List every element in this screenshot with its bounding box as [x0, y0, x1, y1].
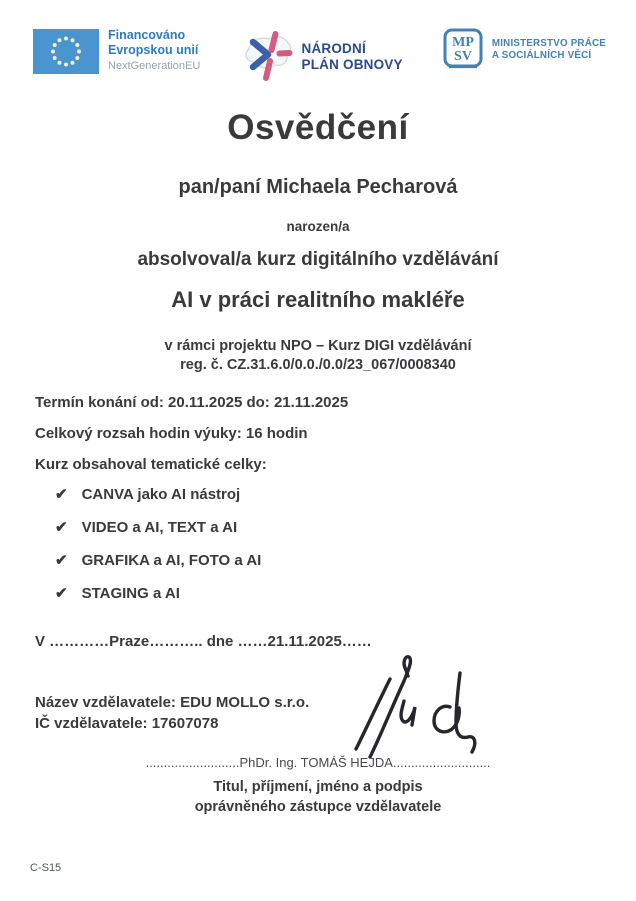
mpsv-logo	[443, 28, 606, 70]
mpsv-abbr-top: MP	[452, 35, 474, 50]
checkmark-icon: ✔	[55, 519, 68, 536]
mpsv-abbr-bottom: SV	[453, 49, 472, 64]
npo-line1: NÁRODNÍ	[301, 41, 366, 56]
course-title: AI v práci realitního makléře	[171, 287, 465, 312]
completed-line: absolvoval/a kurz digitálního vzdělávání	[137, 249, 499, 270]
mpsv-line2: A SOCIÁLNÍCH VĚCÍ	[491, 50, 592, 61]
provider-name: Název vzdělavatele: EDU MOLLO s.r.o.	[35, 694, 310, 711]
provider-block	[35, 692, 309, 734]
topics-label: Kurz obsahoval tematické celky:	[35, 456, 267, 473]
provider-id: IČ vzdělavatele: 17607078	[35, 715, 219, 732]
npo-line2: PLÁN OBNOVY	[301, 57, 403, 72]
recipient-name: pan/paní Michaela Pecharová	[178, 176, 458, 198]
topic-label: GRAFIKA a AI, FOTO a AI	[81, 552, 262, 569]
npo-symbol-icon	[241, 28, 293, 84]
project-info	[0, 337, 636, 374]
eu-flag-icon	[33, 29, 99, 74]
mpsv-text	[492, 38, 606, 62]
eu-funding-line2: Evropskou unií	[108, 43, 199, 57]
checkmark-icon: ✔	[55, 585, 68, 602]
signatory-line: ..........................PhDr. Ing. TOMÁŠ HEJDA...........................	[145, 755, 491, 770]
project-reg-number: reg. č. CZ.31.6.0/0.0./0.0/23_067/0008340	[180, 356, 456, 373]
project-line1: v rámci projektu NPO – Kurz DIGI vzdělávání	[164, 338, 472, 354]
eu-funding-line3: NextGenerationEU	[108, 60, 201, 72]
eu-funding-logo	[33, 28, 200, 74]
certificate-title: Osvědčení	[227, 108, 409, 147]
topic-item	[55, 551, 261, 569]
place-date-line: V …………Praze……….. dne ……21.11.2025……	[35, 633, 372, 650]
header-logos	[33, 28, 606, 84]
mpsv-emblem-icon	[443, 28, 483, 70]
topic-label: VIDEO a AI, TEXT a AI	[81, 519, 238, 536]
npo-text	[302, 41, 403, 73]
signature-caption-line2: oprávněného zástupce vzdělavatele	[194, 799, 442, 815]
eu-funding-line1: Financováno	[108, 28, 186, 42]
topic-label: CANVA jako AI nástroj	[81, 486, 241, 503]
topic-item	[55, 584, 180, 602]
topic-item	[55, 518, 237, 536]
mpsv-line1: MINISTERSTVO PRÁCE	[491, 38, 606, 49]
handwritten-signature	[318, 645, 488, 763]
topic-item	[55, 485, 240, 503]
checkmark-icon: ✔	[55, 486, 68, 503]
topic-label: STAGING a AI	[81, 585, 180, 602]
term-line: Termín konání od: 20.11.2025 do: 21.11.2025	[35, 394, 349, 411]
checkmark-icon: ✔	[55, 552, 68, 569]
signature-caption-line1: Titul, příjmení, jméno a podpis	[213, 779, 423, 795]
npo-logo	[241, 28, 403, 84]
form-code: C-S15	[30, 862, 62, 874]
eu-funding-text	[108, 28, 200, 74]
hours-line: Celkový rozsah hodin výuky: 16 hodin	[35, 425, 308, 442]
born-label: narozen/a	[286, 219, 350, 234]
